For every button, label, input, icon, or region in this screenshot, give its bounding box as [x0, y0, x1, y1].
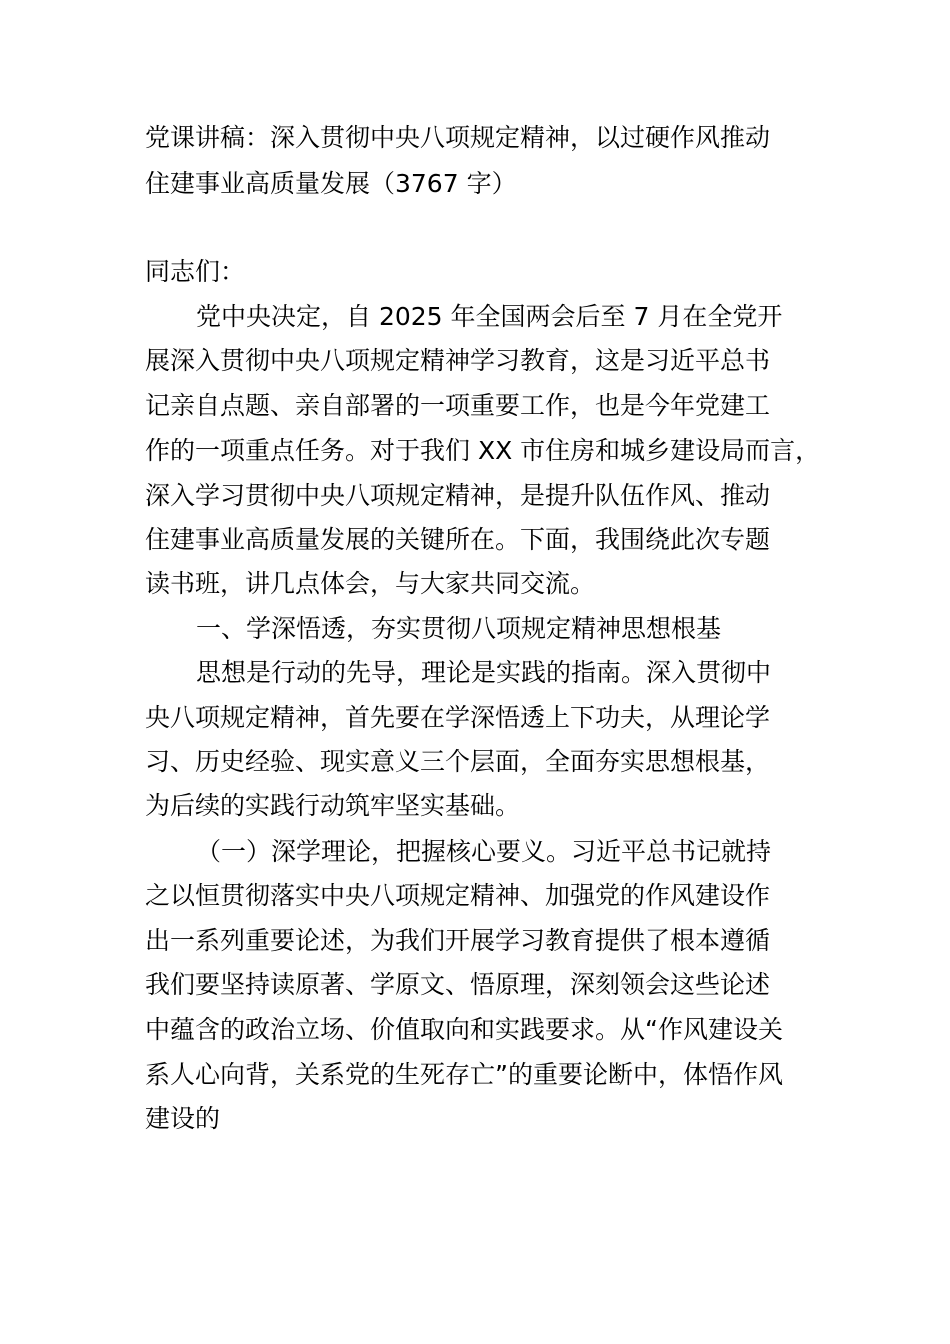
- paragraph-3-line-1: （一）深学理论，把握核心要义。习近平总书记就持: [196, 837, 772, 866]
- paragraph-3-line-4: 我们要坚持读原著、学原文、悟原理，深刻领会这些论述: [145, 970, 771, 999]
- paragraph-3-line-5: 中蕴含的政治立场、价值取向和实践要求。从“作风建设关: [145, 1015, 783, 1044]
- paragraph-2-line-3: 习、历史经验、现实意义三个层面，全面夯实思想根基，: [145, 747, 771, 776]
- document-title-line-2: 住建事业高质量发展（3767 字）: [145, 169, 517, 198]
- paragraph-1-line-5: 深入学习贯彻中央八项规定精神，是提升队伍作风、推动: [145, 481, 771, 510]
- section-heading-1: 一、学深悟透，夯实贯彻八项规定精神思想根基: [196, 614, 722, 643]
- paragraph-1-line-6: 住建事业高质量发展的关键所在。下面，我围绕此次专题: [145, 525, 771, 554]
- paragraph-2-line-4: 为后续的实践行动筑牢坚实基础。: [145, 791, 521, 820]
- salutation: 同志们：: [145, 257, 246, 286]
- paragraph-1-line-3: 记亲自点题、亲自部署的一项重要工作，也是今年党建工: [145, 391, 771, 420]
- paragraph-1-line-7: 读书班，讲几点体会，与大家共同交流。: [145, 569, 596, 598]
- paragraph-3-line-7: 建设的: [145, 1104, 221, 1133]
- paragraph-2-line-1: 思想是行动的先导，理论是实践的指南。深入贯彻中: [196, 658, 772, 687]
- paragraph-3-line-2: 之以恒贯彻落实中央八项规定精神、加强党的作风建设作: [145, 881, 771, 910]
- paragraph-1-line-4: 作的一项重点任务。对于我们 XX 市住房和城乡建设局而言，: [145, 436, 821, 465]
- paragraph-1-line-2: 展深入贯彻中央八项规定精神学习教育，这是习近平总书: [145, 346, 771, 375]
- paragraph-3-line-6: 系人心向背，关系党的生死存亡”的重要论断中，体悟作风: [145, 1060, 783, 1089]
- paragraph-2-line-2: 央八项规定精神，首先要在学深悟透上下功夫，从理论学: [145, 703, 771, 732]
- document-title-line-1: 党课讲稿：深入贯彻中央八项规定精神，以过硬作风推动: [145, 123, 771, 152]
- paragraph-3-line-3: 出一系列重要论述，为我们开展学习教育提供了根本遵循: [145, 926, 771, 955]
- paragraph-1-line-1: 党中央决定，自 2025 年全国两会后至 7 月在全党开: [196, 302, 783, 331]
